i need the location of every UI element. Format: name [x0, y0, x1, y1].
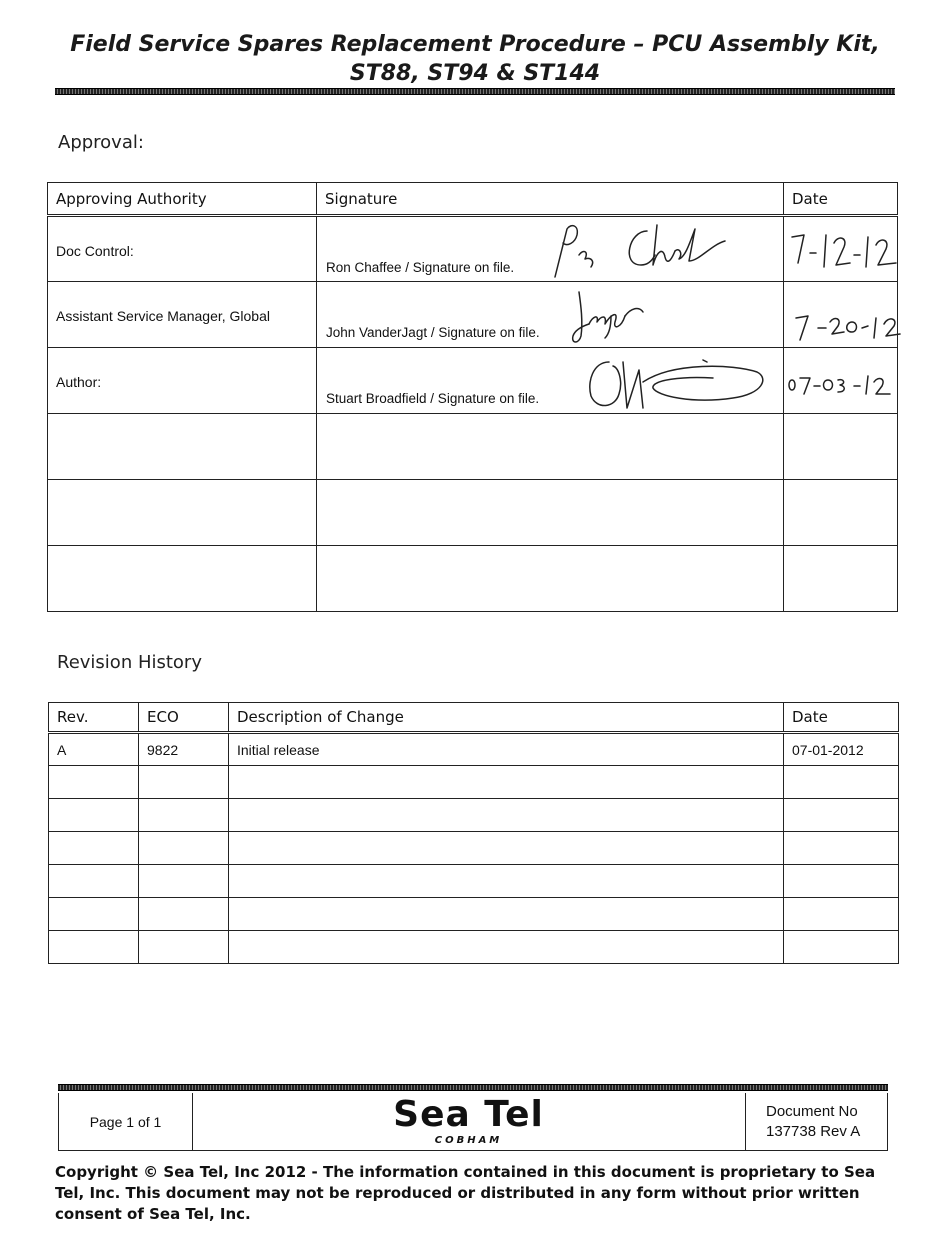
approval-col-authority: Approving Authority: [48, 183, 317, 216]
handwritten-signature: [549, 221, 729, 279]
revision-eco-cell: [139, 832, 229, 865]
revision-row: [49, 898, 899, 931]
revision-row: [49, 799, 899, 832]
handwritten-date: [786, 354, 904, 412]
approval-row: [48, 480, 898, 546]
company-logo: [192, 1093, 746, 1150]
approval-authority-cell: [48, 348, 317, 414]
approval-row: [48, 282, 898, 348]
revision-history-body: [49, 733, 899, 964]
handwritten-signature: [567, 286, 667, 346]
approval-authority: Author:: [56, 374, 102, 390]
approval-signature-cell: [317, 348, 784, 414]
revision-rev-cell: [49, 865, 139, 898]
copyright-notice: Copyright © Sea Tel, Inc 2012 - The information contained in this document is proprietary to Sea Tel, Inc. This document may not be reproduced or distributed in any form without prior written consent of Sea Tel, Inc.: [55, 1163, 876, 1223]
revision-description-cell: [229, 766, 784, 799]
revision-description-cell: [229, 898, 784, 931]
revision-date-cell: [784, 865, 899, 898]
revision-eco-cell: [139, 799, 229, 832]
approval-signature-text: John VanderJagt / Signature on file.: [326, 325, 540, 340]
revision-col-description: Description of Change: [229, 703, 784, 733]
approval-signature-cell: [317, 414, 784, 480]
revision-description-cell: [229, 832, 784, 865]
revision-col-date: Date: [784, 703, 899, 733]
approval-signature-text: Ron Chaffee / Signature on file.: [326, 260, 515, 275]
approval-row: [48, 216, 898, 282]
revision-description-cell: Initial release: [229, 733, 784, 766]
handwritten-date: [786, 288, 904, 346]
revision-eco-cell: [139, 865, 229, 898]
approval-signature-cell: [317, 282, 784, 348]
approval-signature-cell: [317, 546, 784, 612]
revision-row: [49, 733, 899, 766]
revision-row: [49, 832, 899, 865]
approval-authority-cell: [48, 216, 317, 282]
revision-rev-cell: [49, 898, 139, 931]
approval-col-date: Date: [784, 183, 898, 216]
revision-col-rev: Rev.: [49, 703, 139, 733]
approval-authority: [56, 546, 308, 572]
approval-date-cell: [784, 414, 898, 480]
revision-rev-cell: [49, 832, 139, 865]
revision-date-cell: [784, 766, 899, 799]
revision-date-cell: [784, 931, 899, 964]
page-number: Page 1 of 1: [59, 1093, 193, 1150]
revision-date-cell: [784, 799, 899, 832]
revision-rev-cell: A: [49, 733, 139, 766]
revision-date-cell: [784, 898, 899, 931]
approval-authority-cell: [48, 480, 317, 546]
footer-divider: [58, 1084, 888, 1091]
revision-row: [49, 931, 899, 964]
revision-history-table: [48, 702, 899, 964]
logo-wordmark: Sea Tel: [393, 1094, 544, 1135]
approval-table: [47, 182, 898, 612]
revision-col-eco: ECO: [139, 703, 229, 733]
revision-history-heading: Revision History: [57, 652, 202, 673]
document-title: Field Service Spares Replacement Procedure – PCU Assembly Kit, ST88, ST94 & ST144: [70, 32, 880, 86]
handwritten-signature: [583, 352, 773, 414]
revision-rev-cell: [49, 799, 139, 832]
approval-date-cell: [784, 480, 898, 546]
document-number-label: Document No: [766, 1103, 858, 1120]
approval-authority: Doc Control:: [56, 243, 134, 259]
approval-date-cell: [784, 348, 898, 414]
approval-signature-text: Stuart Broadfield / Signature on file.: [326, 391, 540, 406]
approval-row: [48, 414, 898, 480]
revision-eco-cell: [139, 898, 229, 931]
approval-authority: [56, 414, 308, 440]
approval-col-signature: Signature: [317, 183, 784, 216]
revision-header-row: [49, 703, 899, 733]
revision-eco-cell: [139, 931, 229, 964]
approval-date-cell: [784, 546, 898, 612]
approval-authority-cell: [48, 546, 317, 612]
approval-signature-cell: [317, 216, 784, 282]
revision-date-cell: [784, 832, 899, 865]
title-divider: [55, 88, 895, 95]
approval-date-cell: [784, 282, 898, 348]
approval-authority: [56, 480, 308, 506]
approval-row: [48, 546, 898, 612]
revision-row: [49, 766, 899, 799]
revision-rev-cell: [49, 931, 139, 964]
revision-rev-cell: [49, 766, 139, 799]
footer-box: [58, 1093, 888, 1151]
revision-eco-cell: 9822: [139, 733, 229, 766]
revision-eco-cell: [139, 766, 229, 799]
approval-authority: Assistant Service Manager, Global: [56, 308, 270, 324]
revision-date-cell: 07-01-2012: [784, 733, 899, 766]
document-number-value: 137738 Rev A: [766, 1123, 861, 1140]
handwritten-date: [786, 223, 904, 281]
logo-subbrand: COBHAM: [434, 1135, 503, 1146]
revision-description-cell: [229, 799, 784, 832]
approval-authority-cell: [48, 282, 317, 348]
approval-header-row: [48, 183, 898, 216]
approval-authority-cell: [48, 414, 317, 480]
revision-description-cell: [229, 865, 784, 898]
approval-heading: Approval:: [58, 132, 144, 153]
approval-date-cell: [784, 216, 898, 282]
document-number: [746, 1093, 888, 1150]
approval-signature-cell: [317, 480, 784, 546]
approval-row: [48, 348, 898, 414]
revision-row: [49, 865, 899, 898]
revision-description-cell: [229, 931, 784, 964]
